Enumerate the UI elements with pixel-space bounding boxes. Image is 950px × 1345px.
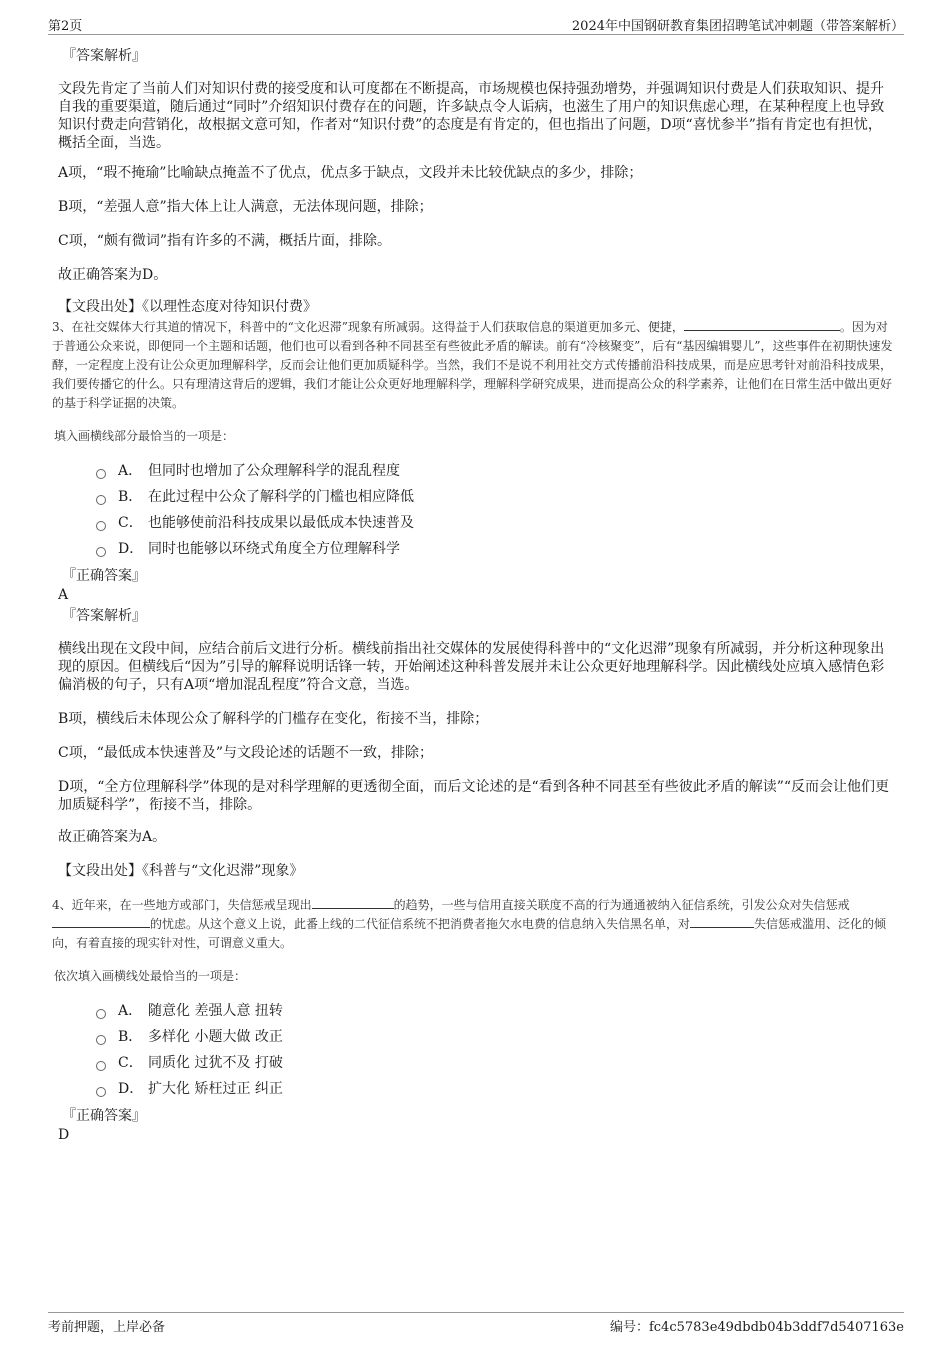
q2-analysis-paragraph: 文段先肯定了当前人们对知识付费的接受度和认可度都在不断提高，市场规模也保持强劲增势，并强调知识付费是人们获取知识、提升自我的重要渠道，随后通过“同时”介绍知识付费存在的问题，许多缺点令人诟病，也滋生了用户的知识焦虑心理，在某种程度上也导致知识付费走向营销化，故根据文意可知，作者对“知识付费”的态度是有肯定的，但也指出了问题，D项“喜忧参半”指有肯定也有担忧，概括全面，当选。	[58, 81, 885, 151]
radio-icon[interactable]	[96, 1087, 106, 1097]
q2-option-b-note: B项，“差强人意”指大体上让人满意，无法体现问题，排除；	[58, 199, 433, 215]
q3-stem	[52, 318, 894, 413]
page-number: 第2页	[48, 19, 83, 34]
q4-answer-tag: 『正确答案』	[62, 1108, 146, 1124]
q2-conclusion: 故正确答案为D。	[58, 267, 168, 283]
q2-option-a-note: A项，“瑕不掩瑜”比喻缺点掩盖不了优点，优点多于缺点，文段并未比较优缺点的多少，排除；	[58, 165, 643, 181]
q3-options	[96, 458, 896, 562]
q4-prompt: 依次填入画横线处最恰当的一项是：	[54, 969, 247, 983]
q3-answer-tag: 『正确答案』	[62, 568, 146, 584]
page-content	[52, 44, 896, 1144]
q3-option-d-note: D项，“全方位理解科学”体现的是对科学理解的更透彻全面，而后文论述的是“看到各种不同甚至有些彼此矛盾的解读”“反而会让他们更加质疑科学”，衔接不当，排除。	[58, 779, 890, 813]
q4-blank-2	[52, 915, 150, 928]
radio-icon[interactable]	[96, 1009, 106, 1019]
q3-option-b-note: B项，横线后未体现公众了解科学的门槛存在变化，衔接不当，排除；	[58, 711, 489, 727]
q4-stem-part-a: 4、近年来，在一些地方或部门，失信惩戒呈现出	[52, 898, 312, 912]
q3-analysis-tag: 『答案解析』	[62, 608, 146, 624]
radio-icon[interactable]	[96, 495, 106, 505]
q4-stem-part-c: 的忧虑。从这个意义上说，此番上线的二代征信系统不把消费者拖欠水电费的信息纳入失信黑名单，对	[150, 917, 691, 931]
q4-stem	[52, 896, 894, 953]
radio-icon[interactable]	[96, 521, 106, 531]
q4-blank-1	[312, 896, 394, 909]
q2-option-c-note: C项，“颇有微词”指有许多的不满，概括片面，排除。	[58, 233, 392, 249]
q3-option-c[interactable]: C． 也能够使前沿科技成果以最低成本快速普及	[96, 510, 896, 536]
q3-option-a[interactable]: A． 但同时也增加了公众理解科学的混乱程度	[96, 458, 896, 484]
q3-blank	[684, 318, 840, 331]
q4-stem-part-d: 失信惩戒滥用、泛化的倾向，有着直接的现实针对性，可谓意义重大。	[52, 917, 887, 950]
q3-answer: A	[58, 587, 69, 603]
page-header	[48, 14, 904, 35]
q3-analysis-paragraph: 横线出现在文段中间，应结合前后文进行分析。横线前指出社交媒体的发展使得科普中的“文化迟滞”现象有所减弱，并分析这种现象出现的原因。但横线后“因为”引导的解释说明话锋一转，开始阐述这种科普发展并未让公众更好地理解科学。因此横线处应填入感情色彩偏消极的句子，只有A项“增加混乱程度”符合文意，当选。	[58, 641, 885, 693]
q2-source: 【文段出处】《以理性态度对待知识付费》	[58, 299, 317, 315]
q3-prompt: 填入画横线部分最恰当的一项是：	[54, 429, 235, 443]
radio-icon[interactable]	[96, 469, 106, 479]
q3-option-c-note: C项，“最低成本快速普及”与文段论述的话题不一致，排除；	[58, 745, 434, 761]
q3-stem-part-b: 。因为对于普通公众来说，即便同一个主题和话题，他们也可以看到各种不同甚至有些彼此矛盾的解读。前有“冷核聚变”，后有“基因编辑婴儿”，这些事件在初期快速发酵，一定程度上没有让公众更加理解科学，反而会让他们更加质疑科学。当然，我们不是说不利用社交方式传播前沿科技成果，而是应思考针对前沿科技成果，我们要传播它的什么。只有理清这背后的逻辑，我们才能让公众更好地理解科学，理解科学研究成果，进而提高公众的科学素养，让他们在日常生活中做出更好的基于科学证据的决策。	[52, 320, 893, 410]
radio-icon[interactable]	[96, 1035, 106, 1045]
q3-source: 【文段出处】《科普与“文化迟滞”现象》	[58, 863, 304, 879]
q3-stem-part-a: 3、在社交媒体大行其道的情况下，科普中的“文化迟滞”现象有所减弱。这得益于人们获取信息的渠道更加多元、便捷，	[52, 320, 684, 334]
radio-icon[interactable]	[96, 547, 106, 557]
q3-option-b[interactable]: B． 在此过程中公众了解科学的门槛也相应降低	[96, 484, 896, 510]
q4-option-c[interactable]: C． 同质化 过犹不及 打破	[96, 1050, 896, 1076]
document-id: 编号：fc4c5783e49dbdb04b3ddf7d5407163e	[609, 1320, 904, 1335]
q4-option-a[interactable]: A． 随意化 差强人意 扭转	[96, 998, 896, 1024]
q4-blank-3	[690, 915, 754, 928]
q4-option-b[interactable]: B． 多样化 小题大做 改正	[96, 1024, 896, 1050]
q3-conclusion: 故正确答案为A。	[58, 829, 167, 845]
q4-option-d[interactable]: D． 扩大化 矫枉过正 纠正	[96, 1076, 896, 1102]
page-footer	[48, 1312, 904, 1333]
radio-icon[interactable]	[96, 1061, 106, 1071]
q4-options	[96, 998, 896, 1102]
footer-slogan: 考前押题，上岸必备	[48, 1320, 166, 1335]
q4-answer: D	[58, 1127, 70, 1143]
document-title: 2024年中国钢研教育集团招聘笔试冲刺题（带答案解析）	[571, 19, 904, 34]
q4-stem-part-b: 的趋势，一些与信用直接关联度不高的行为通通被纳入征信系统，引发公众对失信惩戒	[393, 898, 850, 912]
q2-analysis-tag: 『答案解析』	[62, 48, 146, 64]
q3-option-d[interactable]: D． 同时也能够以环绕式角度全方位理解科学	[96, 536, 896, 562]
